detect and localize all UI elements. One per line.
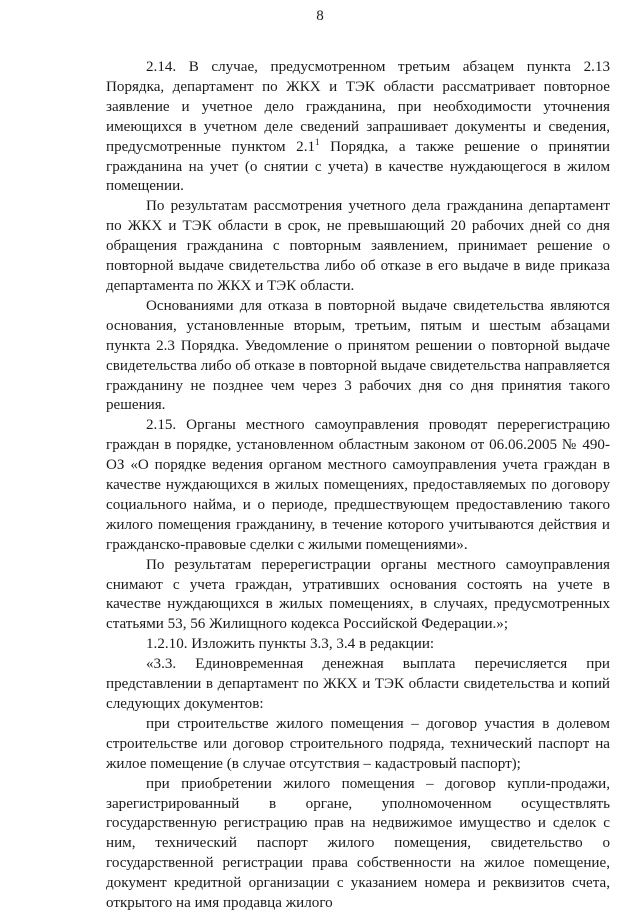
paragraph-1-2-10: 1.2.10. Изложить пункты 3.3, 3.4 в редакции: (146, 636, 435, 653)
paragraph-2-15: 2.15. Органы местного самоуправления проводят перерегистрацию граждан в порядке, установленном областным законом от 06.06.2005 № 490-ОЗ «О порядке ведения органом местного самоуправления учета граждан в качестве нуждающихся в жилых помещениях, предоставляемых по договору социального найма, и о периоде, предшествующем предоставлению такого жилого помещения гражданину, в течение которого учитываются действия и гражданско-правовые сделки с жилыми помещениями». (106, 417, 610, 553)
page-number: 8 (316, 8, 324, 24)
paragraph-3-3: «3.3. Единовременная денежная выплата перечисляется при представлении в департамент по ЖКХ и ТЭК области свидетельства и копий следующих документов: (106, 656, 610, 712)
document-body (106, 58, 610, 914)
paragraph-text: 2.14. В случае, предусмотренном третьим абзацем пункта 2.13 Порядка, департамент по ЖКХ и ТЭК области рассматривает повторное заявление и учетное дело гражданина, при необходимости уточнения имеющихся в учетном деле сведений запрашивает документы и сведения, предусмотренные пунктом 2.1 (106, 59, 610, 155)
paragraph: Основаниями для отказа в повторной выдаче свидетельства являются основания, установленные вторым, третьим, пятым и шестым абзацами пункта 2.3 Порядка. Уведомление о принятом решении о повторной выдаче свидетельства либо об отказе в повторной выдаче свидетельства направляется гражданину не позднее чем через 3 рабочих дня со дня принятия такого решения. (106, 297, 610, 414)
paragraph-text: Порядка, а также решение о принятии гражданина на учет (о снятии с учета) в качестве нуждающегося в жилом помещении. (106, 138, 611, 195)
footnote-superscript: 1 (315, 136, 320, 147)
paragraph: при приобретении жилого помещения – договор купли-продажи, зарегистрированный в органе, уполномоченном осуществлять государственную регистрацию прав на недвижимое имущество и сделок с ним, технический паспорт жилого помещения, свидетельство о государственной регистрации права собственности на жилое помещение, документ кредитной организации с указанием номера и реквизитов счета, открытого на имя продавца жилого (106, 775, 610, 912)
paragraph-2-14 (106, 58, 610, 197)
paragraph: По результатам перерегистрации органы местного самоуправления снимают с учета граждан, утративших основания состоять на учете в качестве нуждающихся в жилых помещениях, в случаях, предусмотренных статьями 53, 56 Жилищного кодекса Российской Федерации.»; (106, 556, 610, 633)
paragraph: По результатам рассмотрения учетного дела гражданина департамент по ЖКХ и ТЭК области в срок, не превышающий 20 рабочих дней со дня обращения гражданина с повторным заявлением, принимает решение о повторной выдаче свидетельства либо об отказе в его выдаче в виде приказа департамента по ЖКХ и ТЭК области. (106, 198, 610, 294)
paragraph: при строительстве жилого помещения – договор участия в долевом строительстве или договор строительного подряда, технический паспорт на жилое помещение (в случае отсутствия – кадастровый паспорт); (106, 715, 610, 772)
